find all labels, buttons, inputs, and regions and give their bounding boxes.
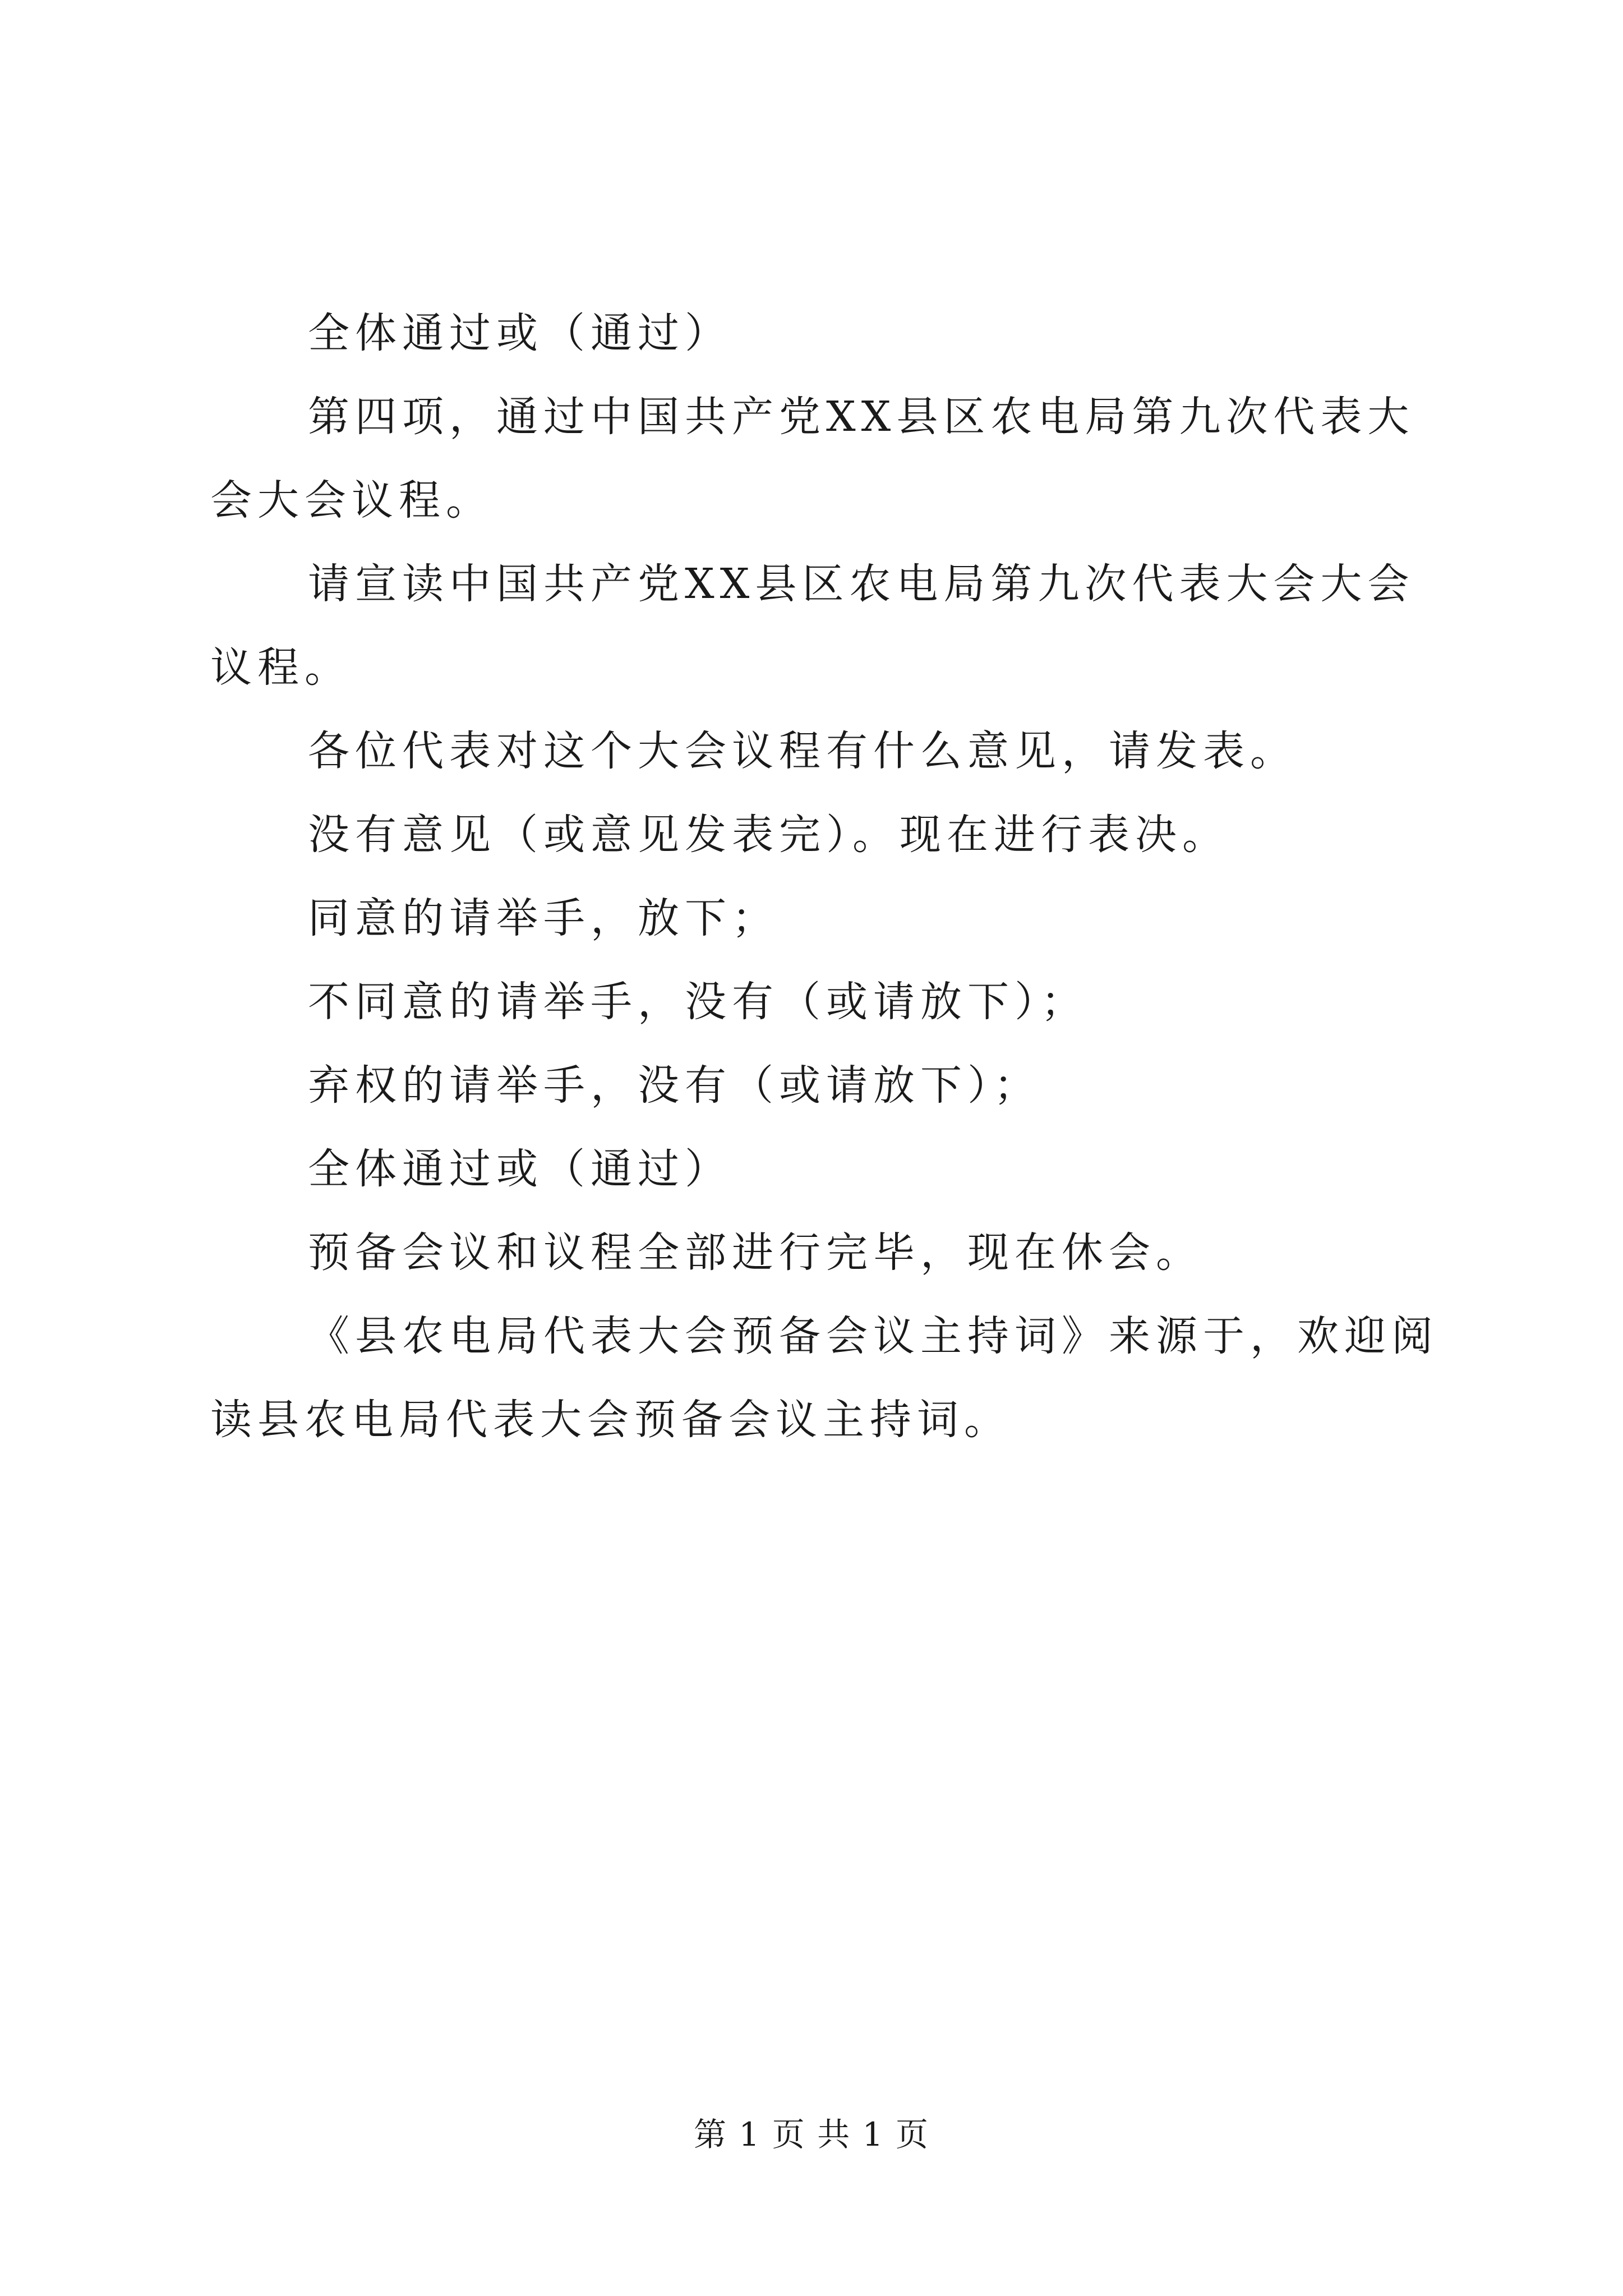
paragraph: 预备会议和议程全部进行完毕，现在休会。 — [308, 1228, 1203, 1277]
paragraph: 没有意见（或意见发表完）。现在进行表决。 — [308, 811, 1229, 859]
paragraph: 全体通过或（通过） — [308, 1145, 732, 1193]
paragraph: 第四项，通过中国共产党XX县区农电局第九次代表大会大会议程。 — [210, 393, 1415, 524]
page-number-footer: 第 1 页 共 1 页 — [694, 2115, 929, 2154]
paragraph: 弃权的请举手，没有（或请放下）； — [308, 1061, 1041, 1110]
paragraph: 各位代表对这个大会议程有什么意见，请发表。 — [308, 727, 1297, 775]
paragraph: 请宣读中国共产党XX县区农电局第九次代表大会大会议程。 — [210, 560, 1415, 692]
paragraph: 全体通过或（通过） — [308, 309, 732, 357]
document-body — [210, 292, 1438, 1462]
paragraph: 同意的请举手，放下； — [308, 894, 779, 942]
paragraph: 不同意的请举手，没有（或请放下）； — [308, 978, 1088, 1026]
paragraph: 《县农电局代表大会预备会议主持词》来源于，欢迎阅读县农电局代表大会预备会议主持词。 — [210, 1312, 1438, 1444]
